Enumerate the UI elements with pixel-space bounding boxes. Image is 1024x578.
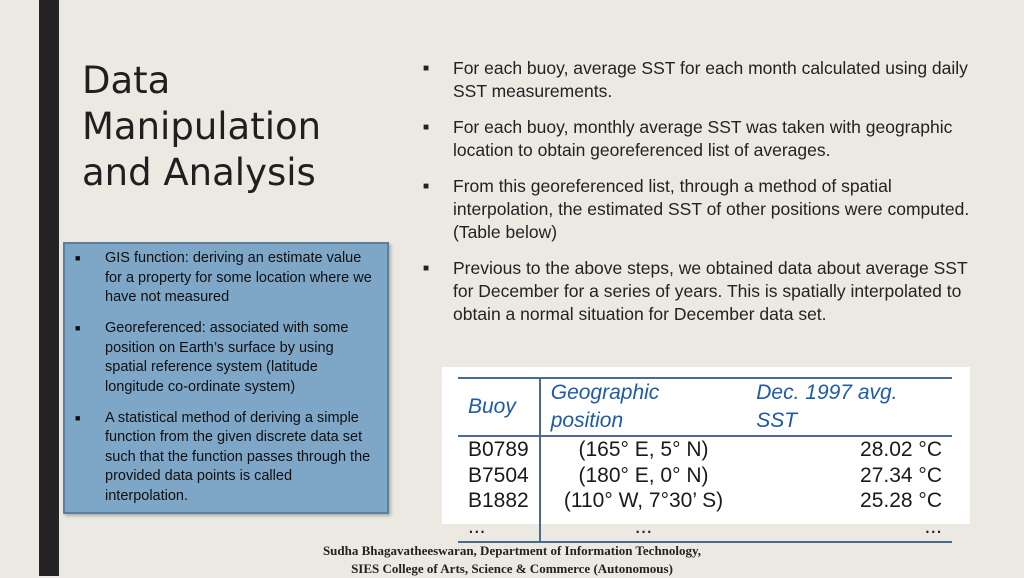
bullet-point <box>420 116 980 162</box>
cell-sst: ... <box>746 514 952 543</box>
table-header-row <box>458 378 952 436</box>
title-line: and Analysis <box>82 151 316 194</box>
bullet-text: From this georeferenced list, through a method of spatial interpolation, the estimated SST of other positions were computed. (Table below) <box>453 176 970 242</box>
square-bullet-icon: ■ <box>423 181 430 192</box>
header-geographic-position: Geographic position <box>540 378 747 436</box>
title-line: Data <box>82 59 171 102</box>
slide-footer <box>262 542 762 578</box>
square-bullet-icon: ■ <box>423 263 430 274</box>
sst-table-panel <box>442 367 970 538</box>
slide-title <box>82 58 382 196</box>
cell-buoy: B0789 <box>468 438 529 461</box>
table-row <box>458 488 952 514</box>
side-accent-bar <box>39 0 59 576</box>
cell-buoy: B1882 <box>468 489 529 512</box>
cell-sst: 28.02 °C <box>860 438 942 461</box>
bullet-text: For each buoy, average SST for each month calculated using daily SST measurements. <box>453 58 968 101</box>
footer-line: Sudha Bhagavatheeswaran, Department of Information Technology, <box>322 543 702 558</box>
definition-text: Georeferenced: associated with some position on Earth’s surface by using spatial reference system (latitude longitude co-ordinate system) <box>105 320 349 395</box>
bullet-point <box>420 175 980 244</box>
square-bullet-icon: ■ <box>75 323 81 333</box>
definition-text: GIS function: deriving an estimate value for a property for some location where we have not measured <box>105 250 372 305</box>
square-bullet-icon: ■ <box>75 253 81 263</box>
cell-position: (110° W, 7°30’ S) <box>540 488 747 514</box>
cell-buoy: ... <box>458 514 540 543</box>
title-line: Manipulation <box>82 105 322 148</box>
header-buoy: Buoy <box>458 378 540 436</box>
cell-sst: 27.34 °C <box>860 463 942 487</box>
sst-table <box>458 377 952 543</box>
bullet-text: Previous to the above steps, we obtained data about average SST for December for a series of years. This is spatially interpolated to obtain a normal situation for December data set. <box>453 258 968 324</box>
definitions-box <box>63 242 389 514</box>
bullet-point <box>420 57 980 103</box>
bullet-text: For each buoy, monthly average SST was taken with geographic location to obtain georeferenced list of averages. <box>453 117 953 160</box>
cell-position: ... <box>540 514 747 543</box>
table-row <box>458 463 952 489</box>
square-bullet-icon: ■ <box>423 63 430 74</box>
cell-position: (165° E, 5° N) <box>540 436 747 463</box>
square-bullet-icon: ■ <box>423 122 430 133</box>
bullet-point <box>420 257 980 326</box>
cell-buoy: B7504 <box>468 463 529 487</box>
definition-item <box>73 319 377 397</box>
definition-text: A statistical method of deriving a simple function from the given discrete data set such that the function passes through the provided data points is called interpolation. <box>105 409 371 504</box>
square-bullet-icon: ■ <box>75 412 81 423</box>
definition-item <box>73 409 377 507</box>
definition-item <box>73 249 377 308</box>
footer-line: SIES College of Arts, Science & Commerce (Autonomous) <box>351 561 673 576</box>
cell-sst: 25.28 °C <box>860 489 942 512</box>
table-row <box>458 514 952 543</box>
header-sst: Dec. 1997 avg. SST <box>746 378 952 436</box>
table-row <box>458 436 952 463</box>
cell-position: (180° E, 0° N) <box>540 463 747 489</box>
bullet-list <box>420 57 980 339</box>
